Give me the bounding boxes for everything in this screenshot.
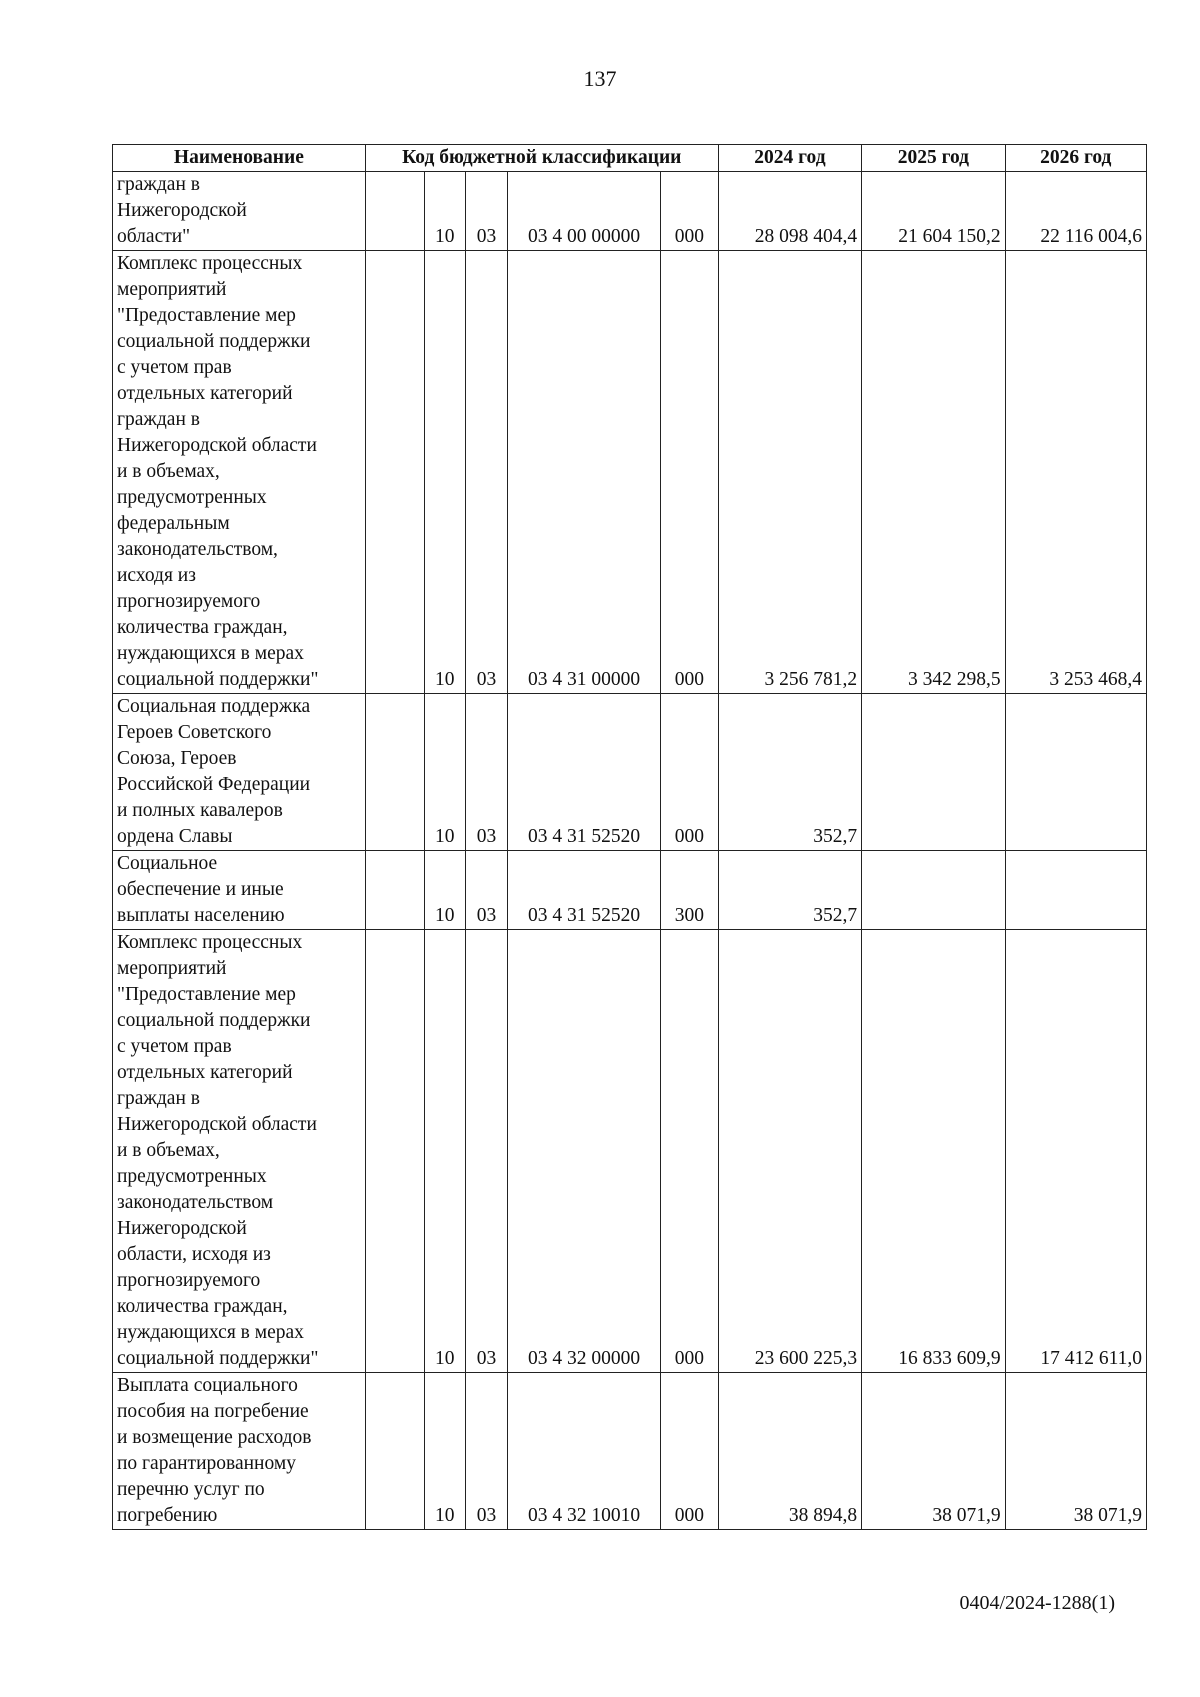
table-row bbox=[113, 251, 1147, 694]
table-header-row bbox=[113, 145, 1147, 172]
row-name: Социальная поддержка Героев Советского Союза, Героев Российской Федерации и полных кавалеров ордена Славы bbox=[113, 694, 366, 851]
header-name: Наименование bbox=[113, 145, 366, 172]
code-expense-type: 000 bbox=[660, 930, 718, 1373]
code-part-1 bbox=[365, 172, 424, 251]
code-section: 10 bbox=[424, 694, 465, 851]
code-subsection: 03 bbox=[465, 851, 507, 930]
value-2025 bbox=[862, 851, 1005, 930]
row-name: Комплекс процессных мероприятий "Предоставление мер социальной поддержки с учетом прав отдельных категорий граждан в Нижегородской области и в объемах, предусмотренных федеральным законодательством, исходя из прогнозируемого количества граждан, нуждающихся в мерах социальной поддержки" bbox=[113, 251, 366, 694]
value-2025: 21 604 150,2 bbox=[862, 172, 1005, 251]
code-part-1 bbox=[365, 930, 424, 1373]
value-2026: 17 412 611,0 bbox=[1005, 930, 1146, 1373]
code-expense-type: 000 bbox=[660, 172, 718, 251]
table-row bbox=[113, 851, 1147, 930]
code-subsection: 03 bbox=[465, 930, 507, 1373]
value-2026 bbox=[1005, 694, 1146, 851]
value-2024: 3 256 781,2 bbox=[718, 251, 861, 694]
code-target-article: 03 4 31 52520 bbox=[508, 694, 661, 851]
header-2024: 2024 год bbox=[718, 145, 861, 172]
value-2024: 28 098 404,4 bbox=[718, 172, 861, 251]
value-2024: 38 894,8 bbox=[718, 1373, 861, 1530]
value-2024: 23 600 225,3 bbox=[718, 930, 861, 1373]
row-name: Социальное обеспечение и иные выплаты населению bbox=[113, 851, 366, 930]
code-target-article: 03 4 32 10010 bbox=[508, 1373, 661, 1530]
code-section: 10 bbox=[424, 930, 465, 1373]
code-subsection: 03 bbox=[465, 694, 507, 851]
table-row bbox=[113, 694, 1147, 851]
row-name: Выплата социального пособия на погребение и возмещение расходов по гарантированному перечню услуг по погребению bbox=[113, 1373, 366, 1530]
code-subsection: 03 bbox=[465, 1373, 507, 1530]
value-2026: 3 253 468,4 bbox=[1005, 251, 1146, 694]
document-code: 0404/2024-1288(1) bbox=[959, 1592, 1115, 1614]
code-section: 10 bbox=[424, 1373, 465, 1530]
row-name: граждан в Нижегородской области" bbox=[113, 172, 366, 251]
header-2026: 2026 год bbox=[1005, 145, 1146, 172]
value-2025: 3 342 298,5 bbox=[862, 251, 1005, 694]
table-row bbox=[113, 930, 1147, 1373]
value-2024: 352,7 bbox=[718, 851, 861, 930]
code-target-article: 03 4 00 00000 bbox=[508, 172, 661, 251]
code-expense-type: 300 bbox=[660, 851, 718, 930]
code-section: 10 bbox=[424, 251, 465, 694]
code-section: 10 bbox=[424, 851, 465, 930]
code-expense-type: 000 bbox=[660, 251, 718, 694]
row-name: Комплекс процессных мероприятий "Предоставление мер социальной поддержки с учетом прав отдельных категорий граждан в Нижегородской области и в объемах, предусмотренных законодательством Нижегородской области, исходя из прогнозируемого количества граждан, нуждающихся в мерах социальной поддержки" bbox=[113, 930, 366, 1373]
page-number: 137 bbox=[583, 66, 617, 91]
value-2025 bbox=[862, 694, 1005, 851]
code-part-1 bbox=[365, 251, 424, 694]
code-target-article: 03 4 31 00000 bbox=[508, 251, 661, 694]
table-row bbox=[113, 172, 1147, 251]
value-2026: 22 116 004,6 bbox=[1005, 172, 1146, 251]
budget-table bbox=[112, 144, 1147, 1530]
code-part-1 bbox=[365, 1373, 424, 1530]
code-subsection: 03 bbox=[465, 251, 507, 694]
code-target-article: 03 4 32 00000 bbox=[508, 930, 661, 1373]
value-2025: 16 833 609,9 bbox=[862, 930, 1005, 1373]
header-code: Код бюджетной классификации bbox=[365, 145, 718, 172]
value-2026: 38 071,9 bbox=[1005, 1373, 1146, 1530]
header-2025: 2025 год bbox=[862, 145, 1005, 172]
value-2024: 352,7 bbox=[718, 694, 861, 851]
code-part-1 bbox=[365, 694, 424, 851]
value-2026 bbox=[1005, 851, 1146, 930]
value-2025: 38 071,9 bbox=[862, 1373, 1005, 1530]
table-row bbox=[113, 1373, 1147, 1530]
code-target-article: 03 4 31 52520 bbox=[508, 851, 661, 930]
code-part-1 bbox=[365, 851, 424, 930]
code-section: 10 bbox=[424, 172, 465, 251]
code-expense-type: 000 bbox=[660, 694, 718, 851]
code-expense-type: 000 bbox=[660, 1373, 718, 1530]
code-subsection: 03 bbox=[465, 172, 507, 251]
